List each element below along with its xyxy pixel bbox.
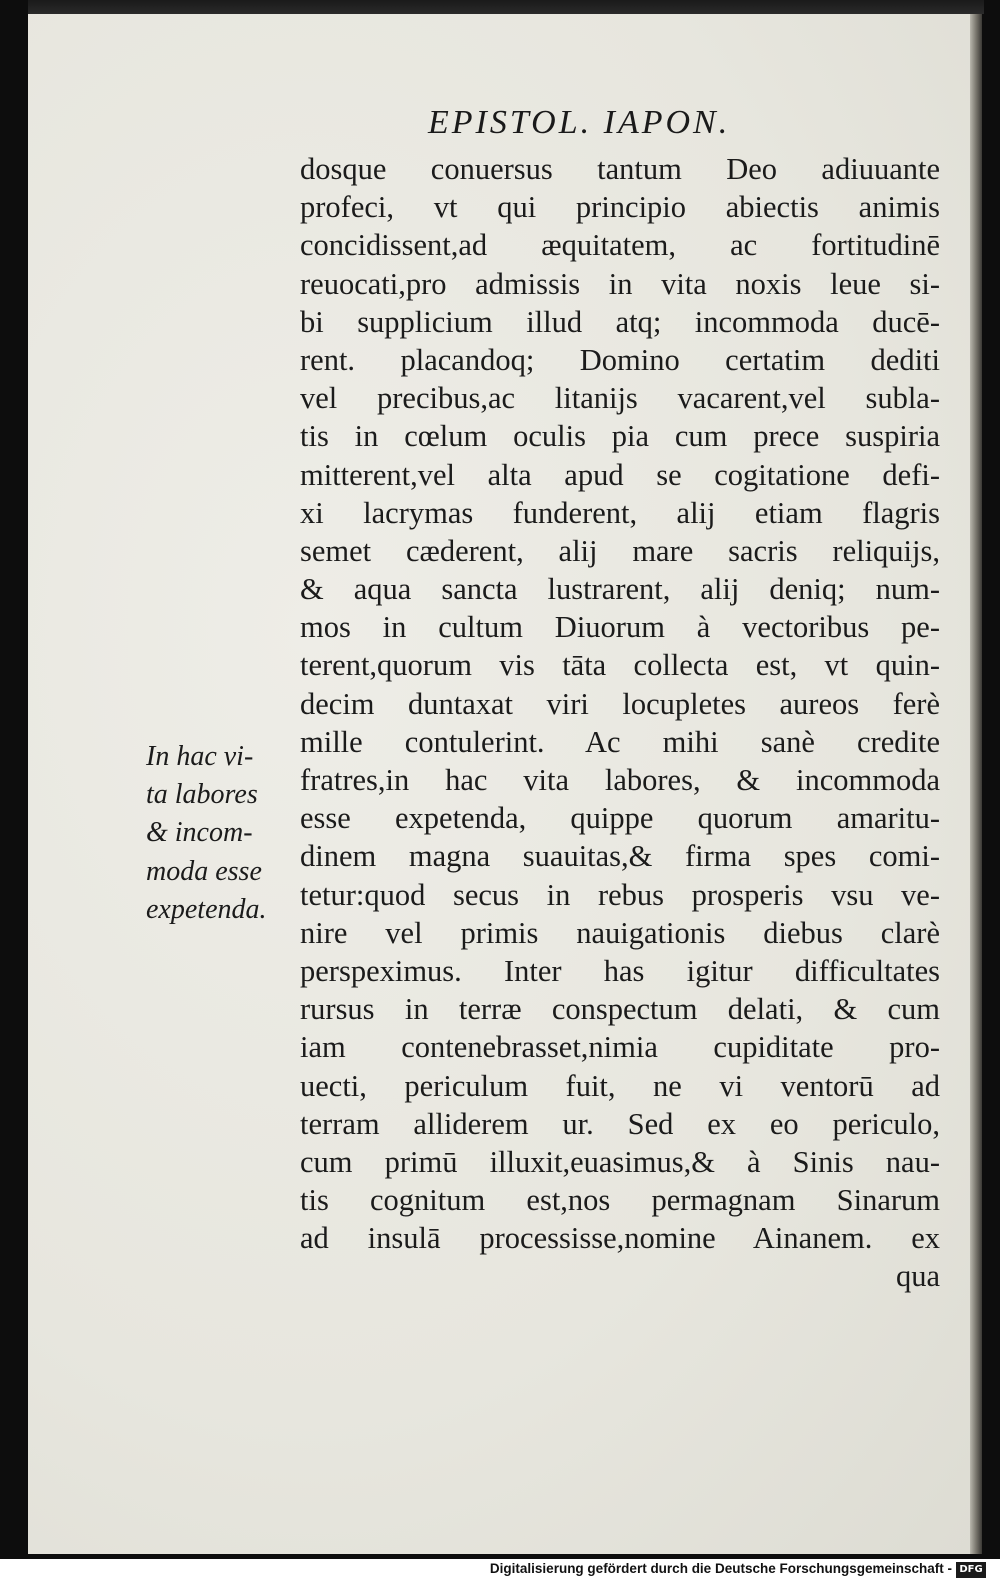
text-line: ad insulā processisse,nomine Ainanem. ex <box>300 1221 940 1256</box>
text-line: profeci, vt qui principio abiectis animis <box>300 190 940 225</box>
text-line: uecti, periculum fuit, ne vi ventorū ad <box>300 1068 940 1103</box>
margin-note-line: In hac vi- <box>146 741 254 772</box>
text-line: iam contenebrasset,nimia cupiditate pro- <box>300 1030 940 1065</box>
text-line: nire vel primis nauigationis diebus clarè <box>300 915 940 950</box>
text-line: tetur:quod secus in rebus prosperis vsu ve- <box>300 877 940 912</box>
text-line: tis cognitum est,nos permagnam Sinarum <box>300 1183 940 1218</box>
text-line: decim duntaxat viri locupletes aureos ferè <box>300 686 940 721</box>
text-line: terram alliderem ur. Sed ex eo periculo, <box>300 1106 940 1141</box>
text-line: mos in cultum Diuorum à vectoribus pe- <box>300 610 940 645</box>
text-line: bi supplicium illud atq; incommoda ducē- <box>300 304 940 339</box>
text-line: terent,quorum vis tāta collecta est, vt quin- <box>300 648 940 683</box>
text-line: esse expetenda, quippe quorum amaritu- <box>300 801 940 836</box>
margin-note-line: moda esse <box>146 855 262 887</box>
margin-note-line: expetenda. <box>146 893 267 925</box>
scan-top-border <box>28 0 984 14</box>
text-line: tis in cœlum oculis pia cum prece suspiria <box>300 419 940 454</box>
main-text-block <box>300 150 940 1296</box>
running-title: EPISTOL. IAPON. <box>428 104 731 141</box>
digitization-footer <box>0 1559 1000 1583</box>
text-line: cum primū illuxit,euasimus,& à Sinis nau- <box>300 1144 940 1179</box>
text-line: semet cæderent, alij mare sacris reliquijs, <box>300 533 940 568</box>
text-line: rent. placandoq; Domino certatim dediti <box>300 342 940 377</box>
marginal-note <box>146 738 296 929</box>
margin-note-line: ta labores <box>146 779 258 811</box>
text-line: xi lacrymas funderent, alij etiam flagris <box>300 495 940 530</box>
text-line: concidissent,ad æquitatem, ac fortitudinē <box>300 228 940 263</box>
text-line: mitterent,vel alta apud se cogitatione defi- <box>300 457 940 492</box>
text-line: vel precibus,ac litanijs vacarent,vel subla- <box>300 381 940 416</box>
page-edge-shadow <box>970 14 982 1554</box>
dfg-logo-icon: DFG <box>956 1562 986 1578</box>
text-line: reuocati,pro admissis in vita noxis leue si- <box>300 266 940 301</box>
text-line: fratres,in hac vita labores, & incommoda <box>300 763 940 797</box>
margin-note-line: & incom- <box>146 817 253 849</box>
catchword: qua <box>895 1259 940 1294</box>
text-line: rursus in terræ conspectum delati, & cum <box>300 992 940 1027</box>
funding-credit: Digitalisierung gefördert durch die Deutsche Forschungsgemeinschaft - <box>489 1561 952 1576</box>
text-line: perspeximus. Inter has igitur difficultates <box>300 953 940 988</box>
text-line: & aqua sancta lustrarent, alij deniq; num- <box>300 572 940 607</box>
text-line: dinem magna suauitas,& firma spes comi- <box>300 839 940 874</box>
text-line: dosque conuersus tantum Deo adiuuante <box>300 152 940 186</box>
text-line: mille contulerint. Ac mihi sanè credite <box>300 724 940 759</box>
